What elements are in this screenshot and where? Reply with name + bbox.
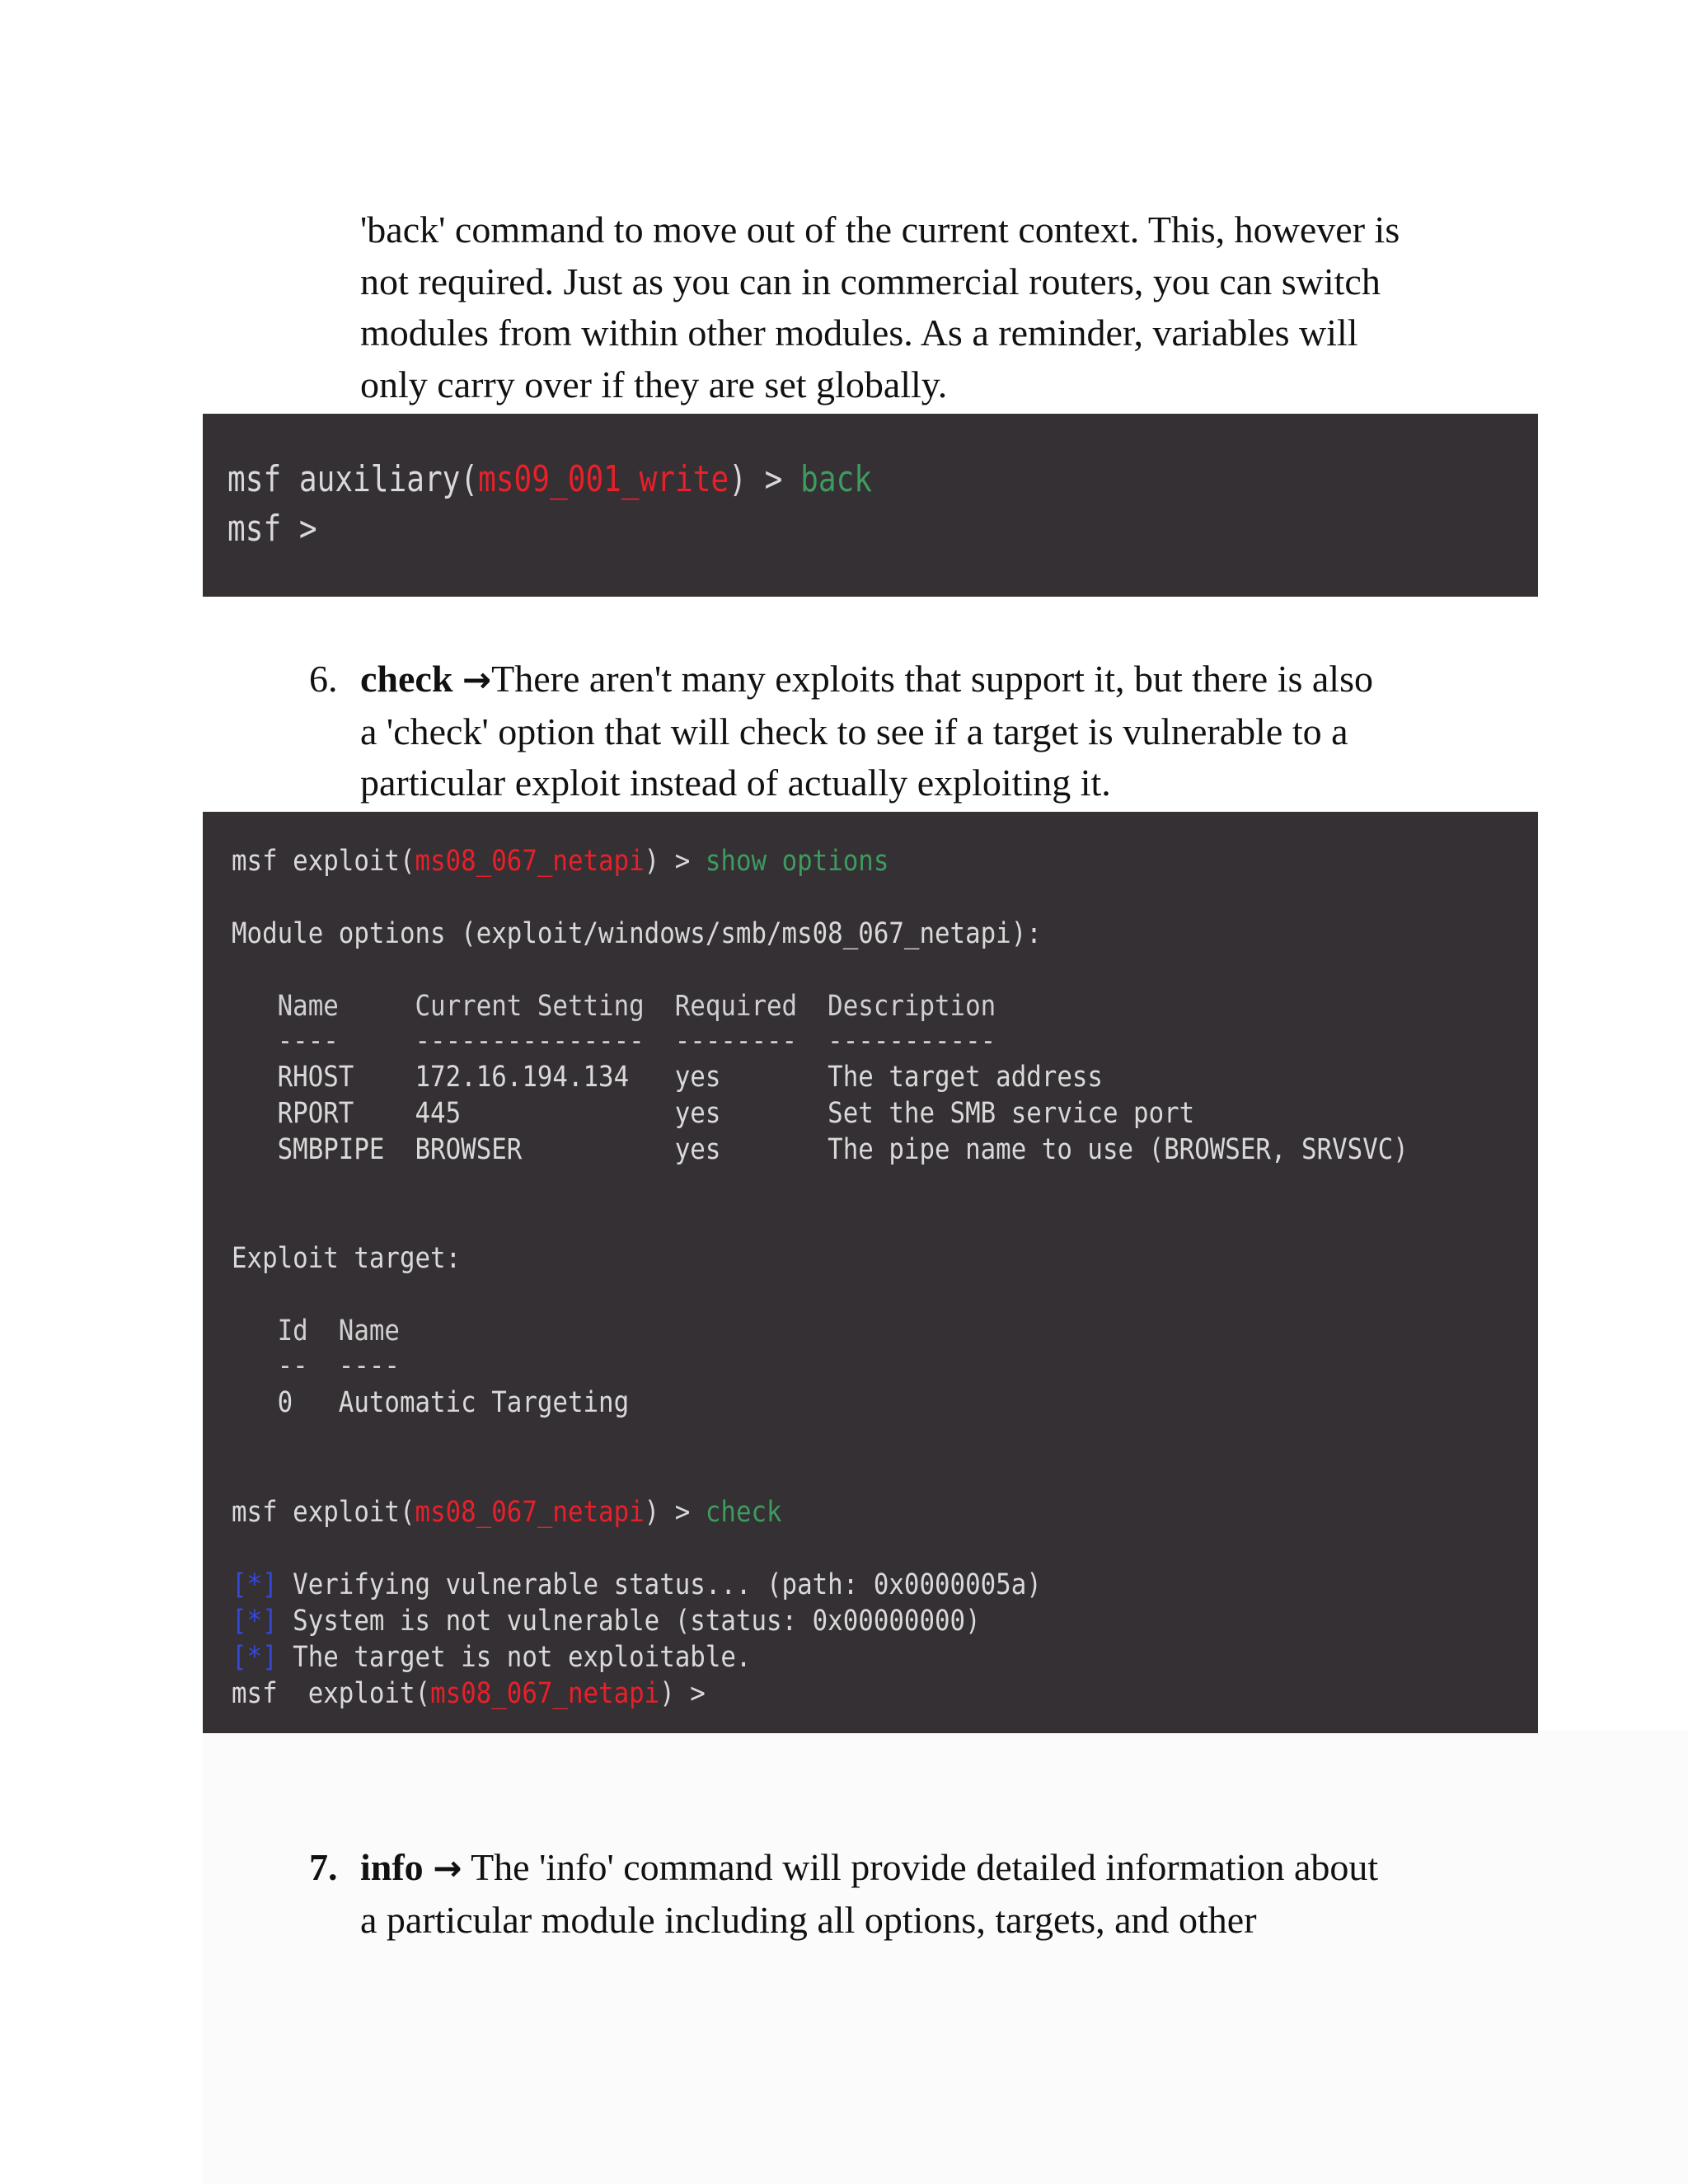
terminal-check-screenshot	[203, 812, 1538, 1733]
exploit-target-heading: Exploit target:	[232, 1242, 462, 1275]
module-options-heading: Module options (exploit/windows/smb/ms08_067_netapi):	[232, 917, 1042, 950]
table-row: RHOST 172.16.194.134 yes The target address	[232, 1061, 1103, 1094]
terminal-prompt-line	[232, 1677, 706, 1710]
prompt-suffix: ) >	[659, 1677, 706, 1710]
prompt-prefix: msf exploit(	[232, 845, 415, 878]
item-line: a particular module including all options, targets, and other	[360, 1898, 1257, 1941]
item-text: There aren't many exploits that support it, but there is also	[491, 658, 1373, 700]
prompt-prefix: msf exploit(	[232, 1677, 431, 1710]
item-keyword: info	[360, 1846, 424, 1888]
paragraph-line: only carry over if they are set globally.	[360, 363, 948, 405]
status-text: System is not vulnerable (status: 0x00000000)	[277, 1605, 981, 1638]
paragraph-line: modules from within other modules. As a reminder, variables will	[360, 312, 1358, 354]
prompt-prefix: msf auxiliary(	[227, 458, 479, 500]
status-text: The target is not exploitable.	[277, 1641, 752, 1674]
item-line: particular exploit instead of actually exploiting it.	[360, 762, 1111, 804]
prompt-suffix: ) >	[644, 1496, 706, 1529]
arrow-right-icon: →	[462, 659, 492, 700]
target-table-header: Id Name	[232, 1315, 400, 1347]
intro-paragraph	[360, 204, 1514, 410]
item-first-line	[360, 654, 1531, 706]
terminal-prompt-line	[232, 845, 889, 878]
prompt-prefix: msf exploit(	[232, 1496, 415, 1529]
module-name: ms08_067_netapi	[415, 1496, 645, 1529]
list-number: 6.	[309, 658, 338, 700]
status-marker: [*]	[232, 1568, 278, 1601]
terminal-command: show options	[705, 845, 889, 878]
item-line: a 'check' option that will check to see if a target is vulnerable to a	[360, 710, 1348, 752]
arrow-right-icon: →	[433, 1848, 462, 1888]
paragraph-line: not required. Just as you can in commercial routers, you can switch	[360, 260, 1381, 302]
paragraph-line: 'back' command to move out of the current context. This, however is	[360, 209, 1400, 251]
terminal-prompt-line	[227, 458, 872, 500]
module-name: ms08_067_netapi	[430, 1677, 660, 1710]
table-row: 0 Automatic Targeting	[232, 1386, 630, 1419]
terminal-prompt-line	[232, 1496, 782, 1529]
page-background-tint	[203, 1731, 1688, 2184]
terminal-back-screenshot	[203, 414, 1538, 597]
status-line	[232, 1568, 1042, 1601]
status-marker: [*]	[232, 1641, 278, 1674]
table-row: SMBPIPE BROWSER yes The pipe name to use (BROWSER, SRVSVC)	[232, 1133, 1409, 1166]
status-line	[232, 1641, 751, 1674]
options-table-separator: ---- --------------- -------- -----------	[232, 1024, 996, 1057]
status-text: Verifying vulnerable status... (path: 0x0000005a)	[277, 1568, 1042, 1601]
list-item-info	[309, 1842, 1531, 1946]
prompt-suffix: ) >	[644, 845, 706, 878]
module-name: ms08_067_netapi	[415, 845, 645, 878]
list-item-check	[309, 654, 1531, 809]
terminal-command: back	[800, 458, 873, 500]
prompt-suffix: ) >	[729, 458, 801, 500]
item-keyword: check	[360, 658, 453, 700]
options-table-header: Name Current Setting Required Description	[232, 990, 996, 1023]
item-text: The 'info' command will provide detailed information about	[471, 1846, 1379, 1888]
status-marker: [*]	[232, 1605, 278, 1638]
terminal-prompt-line: msf >	[227, 508, 317, 550]
list-number: 7.	[309, 1846, 338, 1888]
table-row: RPORT 445 yes Set the SMB service port	[232, 1097, 1195, 1130]
status-line	[232, 1605, 981, 1638]
target-table-separator: -- ----	[232, 1349, 400, 1382]
item-first-line	[360, 1842, 1531, 1895]
terminal-command: check	[705, 1496, 782, 1529]
module-name: ms09_001_write	[478, 458, 729, 500]
